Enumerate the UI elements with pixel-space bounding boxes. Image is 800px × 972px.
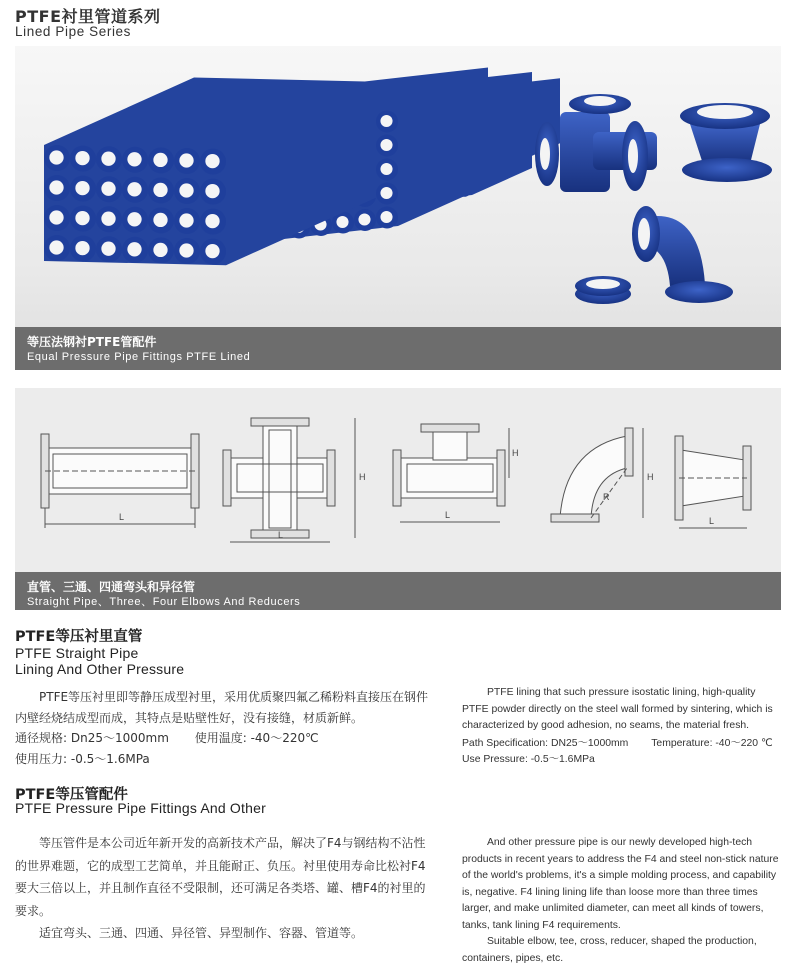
pipe-lining xyxy=(380,163,392,175)
section2-en-paragraph2: Suitable elbow, tee, cross, reducer, shaped the production, containers, pipes, etc. xyxy=(462,936,757,964)
pipe-lining xyxy=(49,240,63,254)
section2-zh-text xyxy=(15,832,435,945)
section1-en-pressure: Use Pressure: -0.5～1.6MPa xyxy=(462,754,595,765)
page-title: PTFE衬里管道系列 xyxy=(15,7,161,26)
pipe-lining xyxy=(153,243,167,257)
section1-en-spec-row xyxy=(462,736,784,753)
section1-zh-temp: 使用温度: -40～220℃ xyxy=(194,731,319,745)
straight-pipe-drawing xyxy=(41,434,199,528)
section1-en-paragraph: PTFE lining that such pressure isostatic lining, high-quality PTFE powder directly on the steel wall formed by sintering, which is characterized by good adhesion, no seams, the material fresh. xyxy=(462,687,773,731)
label-R: R xyxy=(603,492,610,502)
pipe-lining xyxy=(75,211,89,225)
pipe-lining xyxy=(127,182,141,196)
photo-caption-zh: 等压法钢衬PTFE管配件 xyxy=(27,335,157,349)
pipe-stack xyxy=(44,78,376,266)
pipe-lining xyxy=(49,210,63,224)
section1-title-en-line2: Lining And Other Pressure xyxy=(15,661,185,677)
label-H-2: H xyxy=(512,448,519,458)
pipe-lining xyxy=(179,213,193,227)
pipe-lining xyxy=(380,187,392,199)
section1-zh-text xyxy=(15,687,435,769)
section1-en-spec: Path Specification: DN25～1000mm xyxy=(462,737,629,749)
label-H-1: H xyxy=(359,472,366,482)
drawing-caption-bar xyxy=(15,572,781,610)
pipe-lining xyxy=(153,213,167,227)
section2-zh-paragraph1: 等压管件是本公司近年新开发的高新技术产品，解决了F4与钢结构不沾性的世界难题，它的成型工艺简单，并且能耐正、负压。衬里使用寿命比松衬F4要大三倍以上，并且制作直径不受限制，还可满足各类塔、罐、槽F4的衬里的要求。 xyxy=(15,836,426,918)
fittings-group xyxy=(535,94,772,304)
section2-title-zh: PTFE等压管配件 xyxy=(15,787,128,803)
pipe-lining xyxy=(380,115,392,127)
section1-zh-paragraph: PTFE等压衬里即等静压成型衬里，采用优质聚四氟乙稀粉料直接压在钢件内壁经烧结成型而成，其特点是贴壁性好，没有接缝，材质新鲜。 xyxy=(15,690,429,725)
pipe-lining xyxy=(153,153,167,167)
label-L-3: L xyxy=(445,510,451,520)
pipe-lining xyxy=(127,212,141,226)
photo-caption-en: Equal Pressure Pipe Fittings PTFE Lined xyxy=(27,351,251,363)
pipe-lining xyxy=(101,152,115,166)
section2-zh-paragraph2: 适宜弯头、三通、四通、异径管、异型制作、容器、管道等。 xyxy=(39,926,364,940)
label-H-3: H xyxy=(647,472,654,482)
section1-zh-spec: 通径规格: Dn25～1000mm xyxy=(15,731,169,745)
pipe-lining xyxy=(205,214,219,228)
label-L-4: L xyxy=(709,516,715,526)
pipe-lining xyxy=(127,152,141,166)
pipe-lining xyxy=(358,213,370,225)
section1-title-en-line1: PTFE Straight Pipe xyxy=(15,645,139,661)
pipe-lining xyxy=(205,184,219,198)
section1-title-zh: PTFE等压衬里直管 xyxy=(15,629,143,645)
section2-en-text xyxy=(462,835,784,967)
pipe-lining xyxy=(49,150,63,164)
pipe-lining xyxy=(75,181,89,195)
page-subtitle: Lined Pipe Series xyxy=(15,24,132,39)
section2-title-en: PTFE Pressure Pipe Fittings And Other xyxy=(15,800,266,816)
elbow-drawing xyxy=(551,428,654,522)
tee-drawing xyxy=(393,424,519,522)
section2-en-paragraph1: And other pressure pipe is our newly developed high-tech products in recent years to address the F4 and steel non-stick nature of the world's problems, it's a simple molding process, and capability is, negative. F4 lining lining life than loose more than three times larger, and make unlimited diameter, can meet all kinds of towers, tanks, tank lining F4 requirements. xyxy=(462,837,779,931)
pipe-lining xyxy=(101,212,115,226)
pipe-lining xyxy=(179,243,193,257)
drawing-caption-zh: 直管、三通、四通弯头和异径管 xyxy=(27,580,196,594)
section1-en-temp: Temperature: -40～220 ℃ xyxy=(651,737,773,749)
pipe-lining xyxy=(205,244,219,258)
section1-zh-pressure: 使用压力: -0.5～1.6MPa xyxy=(15,751,150,766)
pipe-lining xyxy=(336,216,348,228)
pipe-lining xyxy=(179,153,193,167)
product-photo-panel xyxy=(15,46,781,370)
pipe-lining xyxy=(75,241,89,255)
pipe-lining xyxy=(75,151,89,165)
fittings-drawings xyxy=(15,388,781,572)
pipe-lining xyxy=(101,242,115,256)
section1-zh-spec-row xyxy=(15,728,435,749)
pipe-lining xyxy=(179,183,193,197)
section1-en-text xyxy=(462,685,784,769)
cross-drawing xyxy=(223,418,366,542)
reducer-drawing xyxy=(675,436,751,528)
photo-caption-bar xyxy=(15,327,781,370)
pipe-lining xyxy=(380,211,392,223)
pipe-lining xyxy=(101,182,115,196)
label-L-1: L xyxy=(119,512,125,522)
pipe-lining xyxy=(127,242,141,256)
pipe-lining xyxy=(380,139,392,151)
lined-pipes-photo xyxy=(15,46,781,327)
drawing-caption-en: Straight Pipe、Three、Four Elbows And Reducers xyxy=(27,596,301,608)
pipe-lining xyxy=(49,180,63,194)
label-L-2: L xyxy=(278,530,284,540)
pipe-lining xyxy=(153,183,167,197)
pipe-lining xyxy=(205,154,219,168)
technical-drawing-panel xyxy=(15,388,781,610)
